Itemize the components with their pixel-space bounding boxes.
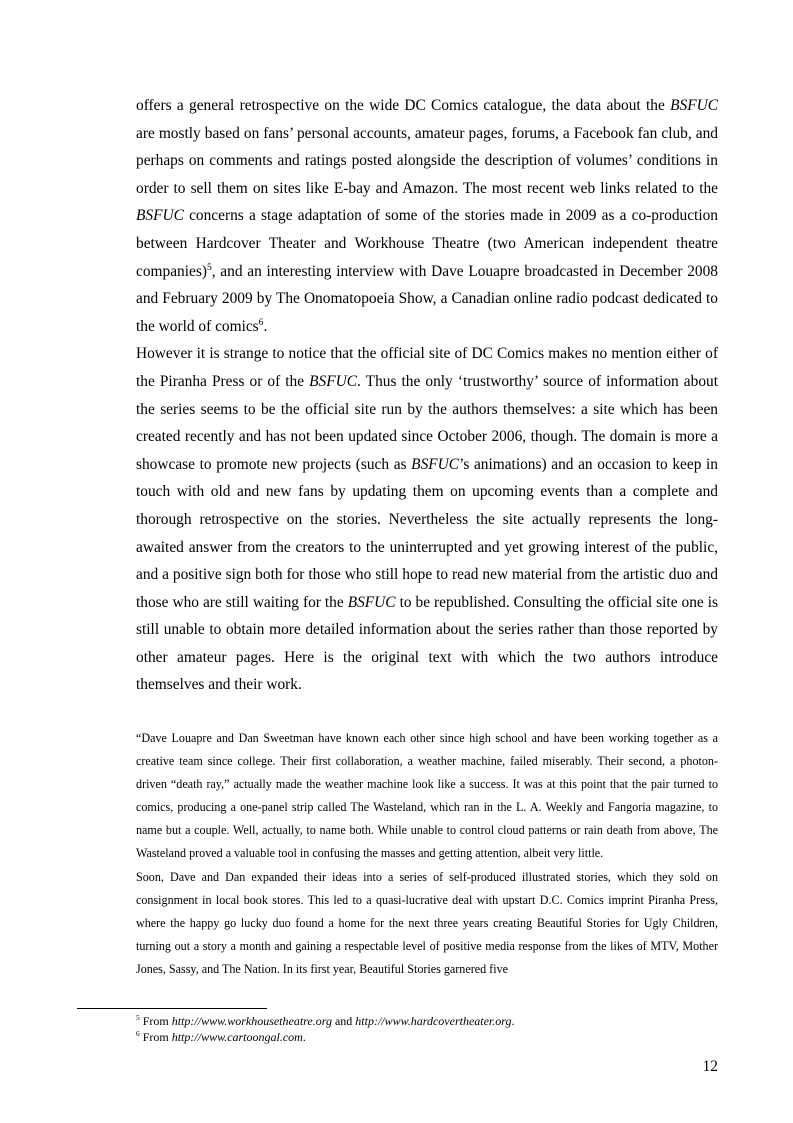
footnotes	[136, 1014, 718, 1045]
series-title-italic: BSFUC	[309, 372, 358, 390]
footnote-ref-6: 6	[258, 316, 264, 328]
series-title-italic: BSFUC	[136, 207, 184, 225]
footnote-separator	[77, 1008, 267, 1009]
page-number: 12	[702, 1058, 718, 1075]
series-title-italic: BSFUC	[347, 593, 396, 611]
body-paragraph: offers a general retrospective on the wide DC Comics catalogue, the data about the BSFUC are mostly based on fans’ personal accounts, amateur pages, forums, a Facebook fan club, and perhaps on comments and ratings posted alongside the description of volumes’ conditions in order to sell them on sites like E-bay and Amazon. The most recent web links related to the BSFUC concerns a stage adaptation of some of the stories made in 2009 as a co-production between Hardcover Theater and Workhouse Theatre (two American independent theatre companies)$^5$, and an interesting interview with Dave Louapre broadcasted in December 2008 and February 2009 by The Onomatopoeia Show, a Canadian online radio podcast dedicated to the world of comics$^6$.	[136, 97, 718, 335]
body-paragraph: However it is strange to notice that the official site of DC Comics makes no mention either of the Piranha Press or of the BSFUC. Thus the only ‘trustworthy’ source of information about the series seems to be the official site run by the authors themselves: a site which has been created recently and has not been updated since October 2006, though. The domain is more a showcase to promote new projects (such as BSFUC’s animations) and an occasion to keep in touch with old and new fans by updating them on upcoming events than a complete and thorough retrospective on the stories. Nevertheless the site actually represents the long-awaited answer from the creators to the uninterrupted and yet growing interest of the public, and a positive sign both for those who still hope to read new material from the artistic duo and those who are still waiting for the BSFUC to be republished. Consulting the official site one is still unable to obtain more detailed information about the series rather than those reported by other amateur pages. Here is the original text with which the two authors introduce themselves and their work.	[136, 345, 718, 694]
block-quote	[136, 727, 718, 981]
series-title-italic: BSFUC	[411, 455, 460, 473]
main-body-text	[136, 92, 718, 699]
quote-paragraph: “Dave Louapre and Dan Sweetman have known each other since high school and have been working together as a creative team since college. Their first collaboration, a weather machine, failed miserably. Their second, a photon-driven “death ray,” actually made the weather machine look like a success. It was at this point that the pair turned to comics, producing a one-panel strip called The Wasteland, which ran in the L. A. Weekly and Fangoria magazine, to name but a couple. Well, actually, to name both. While unable to control cloud patterns or rain death from above, The Wasteland proved a valuable tool in confusing the masses and getting attention, albeit very little.	[136, 731, 718, 861]
footnote-6: $^6$ From http://www.cartoongal.com.	[136, 1028, 306, 1044]
footnote-link: http://www.cartoongal.com	[171, 1029, 303, 1044]
footnote-ref-5: 5	[206, 261, 212, 273]
footnote-link: http://www.hardcovertheater.org	[355, 1014, 512, 1028]
footnote-5: $^5$ From http://www.workhousetheatre.org and http://www.hardcovertheater.org.	[136, 1013, 515, 1028]
series-title-italic: BSFUC	[670, 97, 718, 114]
quote-paragraph: Soon, Dave and Dan expanded their ideas into a series of self-produced illustrated stories, which they sold on consignment in local book stores. This led to a quasi-lucrative deal with upstart D.C. Comics imprint Piranha Press, where the happy go lucky duo found a home for the next three years creating Beautiful Stories for Ugly Children, turning out a story a month and gaining a respectable level of positive media response from the likes of MTV, Mother Jones, Sassy, and The Nation. In its first year, Beautiful Stories garnered five	[136, 869, 718, 976]
footnote-link: http://www.workhousetheatre.org	[171, 1014, 332, 1028]
